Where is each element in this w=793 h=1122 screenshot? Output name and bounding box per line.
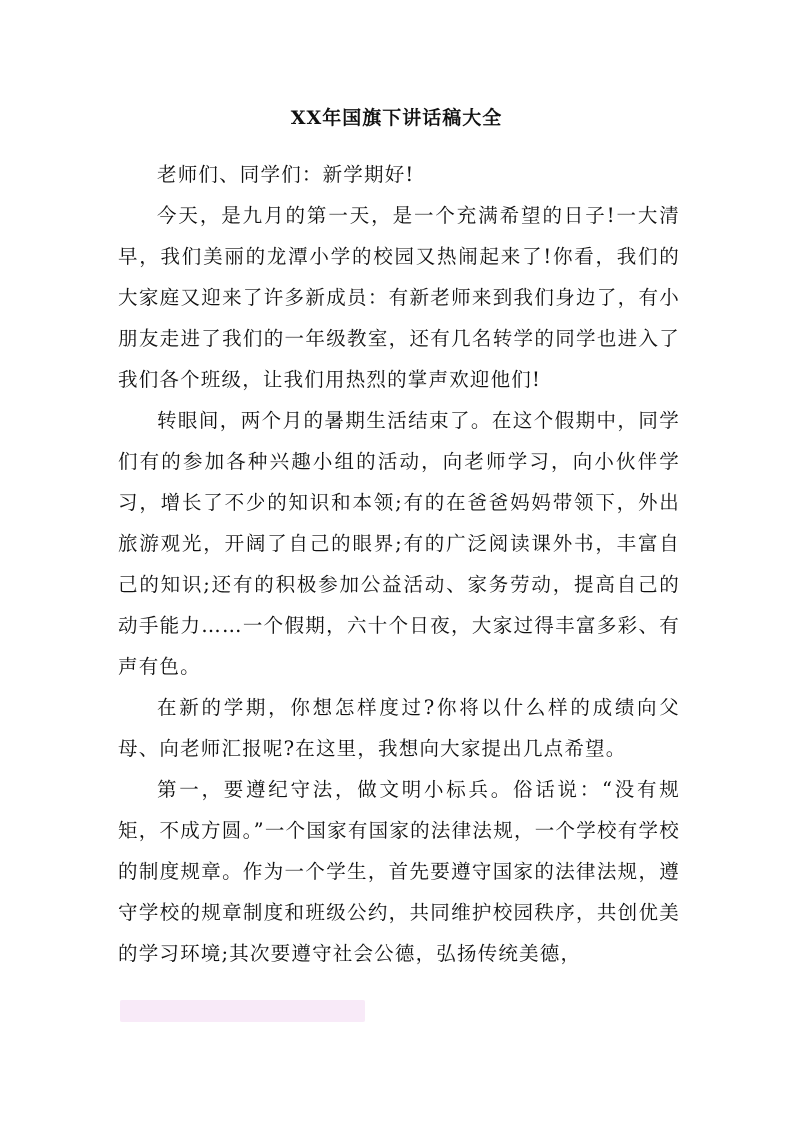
paragraph-first-point: 第一，要遵纪守法，做文明小标兵。俗话说：“没有规矩，不成方圆。”一个国家有国家的法律法规，一个学校有学校的制度规章。作为一个学生，首先要遵守国家的法律法规，遵守学校的规章制度和班级公约，共同维护校园秩序，共创优美的学习环境;其次要遵守社会公德，弘扬传统美德， xyxy=(118,778,680,965)
document-body xyxy=(118,154,680,974)
faint-watermark xyxy=(120,1000,365,1022)
paragraph-summer: 转眼间，两个月的暑期生活结束了。在这个假期中，同学们有的参加各种兴趣小组的活动，向老师学习，向小伙伴学习，增长了不少的知识和本领;有的在爸爸妈妈带领下，外出旅游观光，开阔了自己的眼界;有的广泛阅读课外书，丰富自己的知识;还有的积极参加公益活动、家务劳动，提高自己的动手能力……一个假期，六十个日夜，大家过得丰富多彩、有声有色。 xyxy=(118,409,680,678)
paragraph-greeting: 老师们、同学们：新学期好! xyxy=(157,163,415,186)
paragraph-new-semester: 在新的学期，你想怎样度过?你将以什么样的成绩向父母、向老师汇报呢?在这里，我想向大家提出几点希望。 xyxy=(118,696,680,760)
document-title: XX年国旗下讲话稿大全 xyxy=(290,107,503,129)
paragraph-welcome: 今天，是九月的第一天，是一个充满希望的日子!一大清早，我们美丽的龙潭小学的校园又热闹起来了!你看，我们的大家庭又迎来了许多新成员：有新老师来到我们身边了，有小朋友走进了我们的一年级教室，还有几名转学的同学也进入了我们各个班级，让我们用热烈的掌声欢迎他们! xyxy=(118,204,680,391)
